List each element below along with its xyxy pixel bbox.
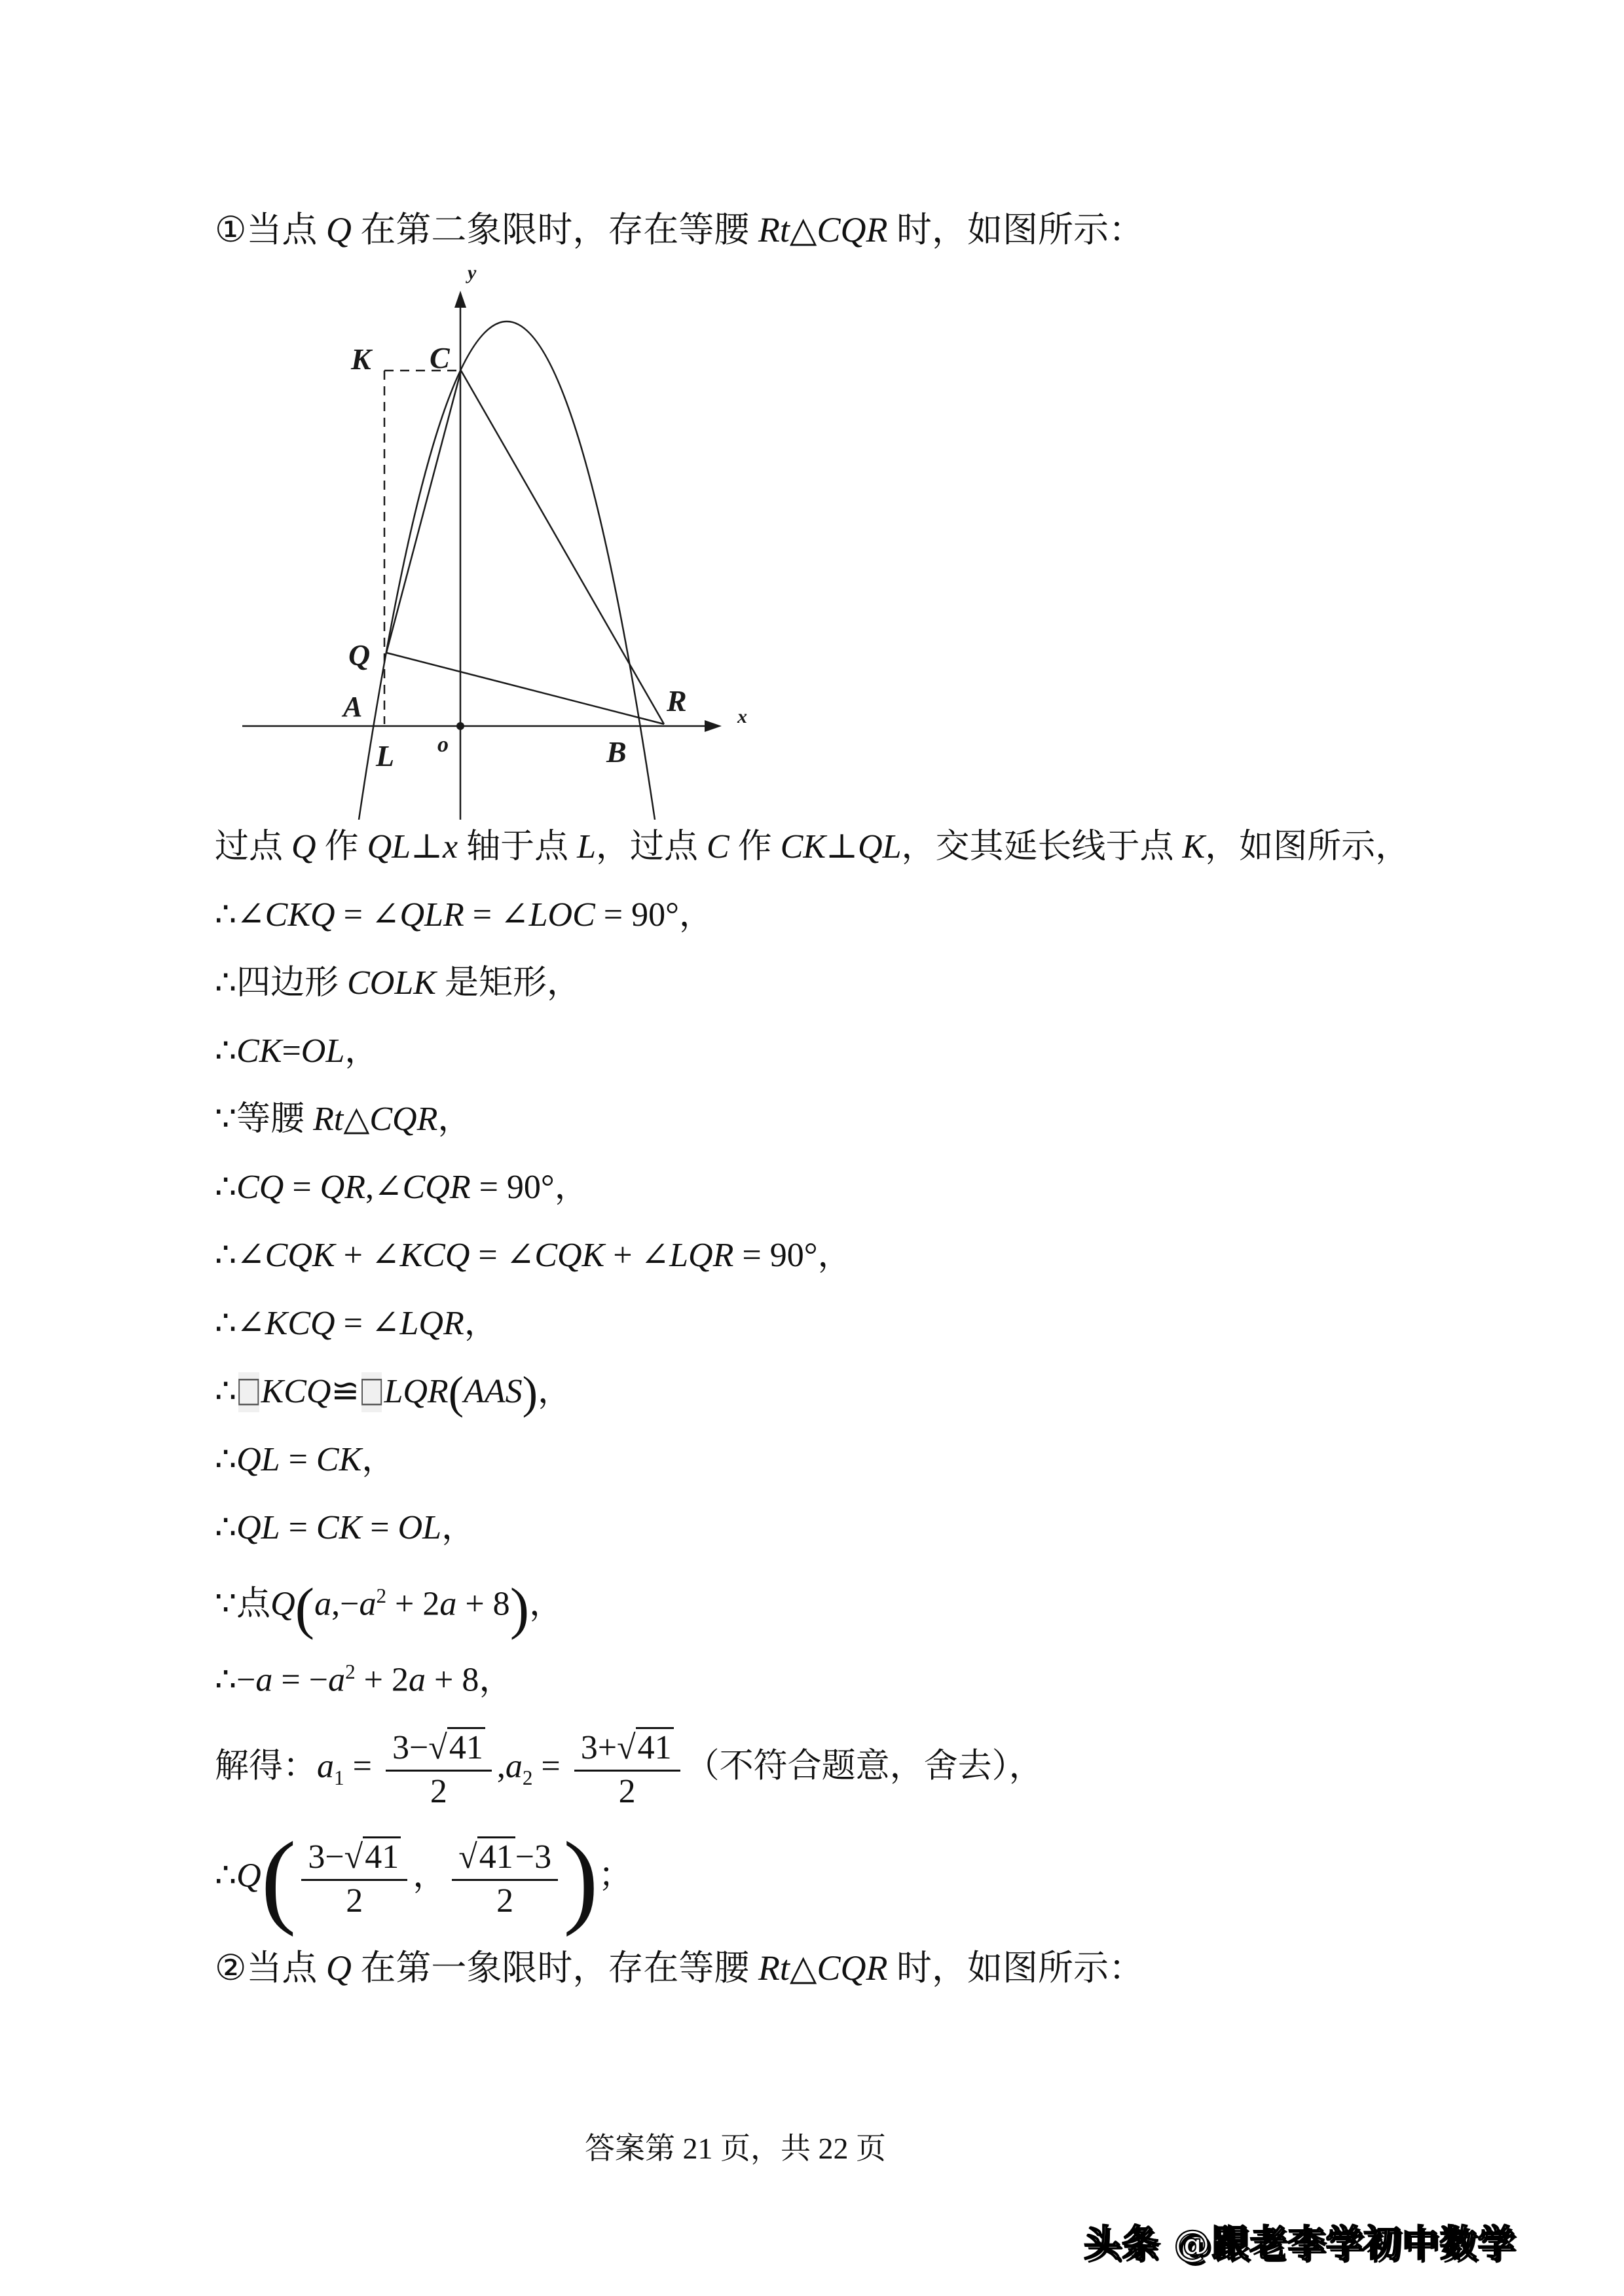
kcq-equals-lqr: ∴∠KCQ = ∠LQR， bbox=[215, 1305, 498, 1342]
radical: √41 bbox=[344, 1836, 401, 1876]
case-1-heading: ①当点 Q 在第二象限时，存在等腰 Rt△CQR 时，如图所示： bbox=[215, 210, 1144, 249]
fraction: $\frac{3-√41}{2}$ bbox=[301, 1837, 407, 1920]
point-label-b: B bbox=[606, 735, 627, 769]
angles-equal-90: ∴∠CKQ = ∠QLR = ∠LOC = 90°， bbox=[215, 896, 713, 934]
fraction: $\frac{3-√41}{2}$ bbox=[386, 1728, 492, 1811]
point-label-k: K bbox=[351, 342, 371, 376]
segment-qr bbox=[386, 653, 664, 724]
point-label-l: L bbox=[376, 739, 395, 773]
congruence-line: ∴□KCQ≌□LQR(AAS)， bbox=[215, 1367, 572, 1419]
segment-cq bbox=[386, 371, 461, 653]
point-label-q: Q bbox=[348, 638, 371, 672]
point-label-a: A bbox=[343, 691, 363, 723]
watermark: 头条 @跟老李学初中数学 bbox=[1084, 2223, 1516, 2265]
point-label-c: C bbox=[430, 341, 450, 374]
isosceles-premise: ∵等腰 Rt△CQR， bbox=[215, 1101, 472, 1138]
origin-label: o bbox=[437, 733, 449, 757]
equation-line: ∴−a = $-a^2 + 2a + 8$， bbox=[215, 1660, 513, 1699]
radical: √41 bbox=[428, 1727, 485, 1766]
ql-equals-ck: ∴QL = CK， bbox=[215, 1441, 396, 1478]
parabola-figure bbox=[223, 257, 773, 820]
q-conclusion-line: ∴Q( $\frac{3-√41}{2}$ ， $\frac{√41-3}{2}$ )； bbox=[215, 1819, 633, 1937]
radical: √41 bbox=[617, 1727, 674, 1766]
solve-line: 解得：$a_1$ = $\frac{3-√41}{2}$ $,a_2$ = $\frac{3+√41}{2}$ （不符合题意，舍去）， bbox=[215, 1728, 1511, 1811]
fraction: $\frac{3+√41}{2}$ bbox=[574, 1728, 680, 1811]
x-axis-label: x bbox=[737, 706, 747, 727]
solution-lines bbox=[215, 826, 1511, 2015]
x-axis-arrow bbox=[705, 720, 722, 732]
y-axis-label: y bbox=[468, 262, 477, 283]
ck-equals-ol: ∴CK=OL， bbox=[215, 1032, 379, 1070]
case-2-heading: ②当点 Q 在第一象限时，存在等腰 Rt△CQR 时，如图所示： bbox=[215, 1948, 1144, 1988]
segment-cr bbox=[461, 371, 664, 724]
rectangle-conclusion: ∴四边形 COLK 是矩形， bbox=[215, 964, 581, 1002]
point-label-r: R bbox=[667, 684, 687, 718]
point-q-coordinates: ∵点$Q(a,-a^2 + 2a + 8)$， bbox=[215, 1576, 564, 1641]
page-footer: 答案第 21 页，共 22 页 bbox=[585, 2132, 886, 2165]
y-axis-arrow bbox=[454, 291, 466, 308]
construction-line: 过点 Q 作 QL⊥x 轴于点 L，过点 C 作 CK⊥QL，交其延长线于点 K，如图所示， bbox=[215, 828, 1410, 866]
origin-dot bbox=[456, 722, 464, 730]
radical: √41 bbox=[458, 1836, 515, 1876]
cq-qr-90: ∴CQ = QR,∠CQR = 90°， bbox=[215, 1169, 589, 1206]
angle-sum-line: ∴∠CQK + ∠KCQ = ∠CQK + ∠LQR = 90°， bbox=[215, 1237, 852, 1274]
fraction: $\frac{√41-3}{2}$ bbox=[452, 1837, 558, 1920]
ql-ck-ol: ∴QL = CK = OL， bbox=[215, 1509, 476, 1546]
